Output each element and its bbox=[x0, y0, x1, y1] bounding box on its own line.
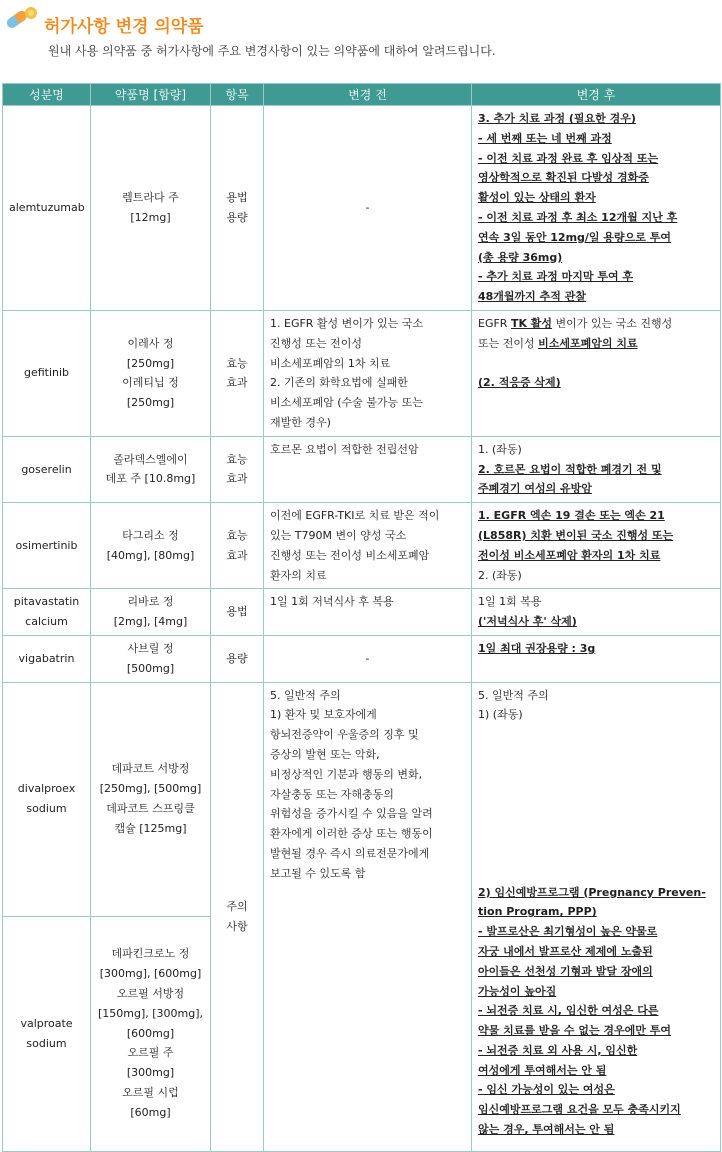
pill-icon bbox=[4, 4, 40, 34]
cell-line: 2) 임신예방프로그램 (Pregnancy Preven- bbox=[478, 885, 706, 899]
drug-name-cell bbox=[91, 310, 211, 436]
cell-line: 있는 T790M 변이 양성 국소 bbox=[270, 528, 407, 542]
cell-line: 이레사 정 bbox=[127, 336, 174, 350]
table-row bbox=[3, 436, 721, 502]
cell-line: 효능 bbox=[226, 356, 248, 370]
cell-line: 5. 일반적 주의 bbox=[478, 688, 549, 702]
drug-name-cell bbox=[91, 503, 211, 589]
cell-line: 발현될 경우 즉시 의료전문가에게 bbox=[270, 846, 430, 860]
cell-line: - 뇌전증 치료 시, 임신한 여성은 다른 bbox=[478, 1004, 659, 1018]
cell-line: 용법 bbox=[226, 191, 248, 205]
cell-line: 1일 1회 저녁식사 후 복용 bbox=[270, 595, 394, 609]
cell-line: [300mg] bbox=[126, 1066, 175, 1080]
cell-line: 렘트라다 주 bbox=[122, 191, 179, 205]
pregnancy-prevention-block bbox=[478, 883, 716, 1140]
cell-line: 효과 bbox=[226, 548, 248, 562]
cell-line: 1. EGFR 엑손 19 결손 또는 엑손 21 bbox=[478, 509, 665, 523]
cell-line: 1일 최대 권장용량 : 3g bbox=[478, 641, 596, 655]
before-cell bbox=[264, 503, 472, 589]
after-cell bbox=[472, 106, 721, 311]
cell-line: [300mg], [600mg] bbox=[99, 967, 202, 981]
cell-line: 3. 추가 치료 과정 (필요한 경우) bbox=[478, 112, 636, 125]
table-row bbox=[3, 106, 721, 311]
after-cell bbox=[472, 682, 721, 1151]
cell-line: 2. (좌동) bbox=[478, 568, 522, 582]
page-title: 허가사항 변경 의약품 bbox=[44, 17, 204, 37]
ingredient-cell bbox=[3, 503, 91, 589]
before-cell bbox=[264, 106, 472, 311]
cell-line: [2mg], [4mg] bbox=[113, 615, 188, 629]
cell-line: 48개월까지 추적 관찰 bbox=[478, 290, 586, 304]
cell-line: 리바로 정 bbox=[127, 595, 174, 609]
cell-line: [500mg] bbox=[126, 661, 175, 675]
cell-line: 데파코트 서방정 bbox=[111, 762, 190, 776]
cell-line: 데파코트 스프링클 bbox=[106, 802, 195, 816]
cell-line: 호르몬 요법이 적합한 전립선암 bbox=[270, 442, 419, 456]
after-cell bbox=[472, 635, 721, 682]
cell-line: 재발한 경우) bbox=[270, 415, 331, 429]
cell-line: - 이전 치료 과정 후 최소 12개월 지난 후 bbox=[478, 210, 678, 224]
cell-line: sodium bbox=[26, 1036, 67, 1050]
item-cell bbox=[211, 635, 264, 682]
cell-line: 증상의 발현 또는 악화, bbox=[270, 747, 380, 761]
ingredient-cell bbox=[3, 682, 91, 916]
page-header bbox=[0, 0, 722, 80]
cell-line: 주의 bbox=[226, 899, 248, 913]
ingredient-cell bbox=[3, 106, 91, 311]
cell-line: vigabatrin bbox=[18, 651, 75, 665]
cell-line: gefitinib bbox=[23, 366, 70, 380]
table-row bbox=[3, 589, 721, 636]
cell-line: 환자에게 이러한 증상 또는 행동이 bbox=[270, 827, 433, 841]
text-run: EGFR bbox=[478, 316, 511, 330]
cell-line: valproate bbox=[20, 1016, 73, 1030]
cell-line: alemtuzumab bbox=[9, 201, 85, 215]
cell-line: (L858R) 치환 변이된 국소 진행성 또는 bbox=[478, 528, 674, 542]
cell-line: 효과 bbox=[226, 376, 248, 390]
cell-line: 효과 bbox=[226, 472, 248, 486]
cell-line: 효능 bbox=[226, 452, 248, 466]
cell-line: - 추가 치료 과정 마지막 투여 후 bbox=[478, 270, 634, 284]
cell-line: [150mg], [300mg], bbox=[97, 1006, 204, 1020]
cell-line: 데파킨크로노 정 bbox=[111, 947, 190, 961]
cell-line: 비소세포폐암의 1차 치료 bbox=[270, 356, 391, 370]
cell-line: 오르필 서방정 bbox=[116, 987, 185, 1001]
text-run: 변이가 있는 국소 진행성 bbox=[552, 316, 673, 330]
cell-line: 캡슐 [125mg] bbox=[114, 821, 187, 835]
item-cell bbox=[211, 106, 264, 311]
cell-line: 이레티닙 정 bbox=[122, 376, 179, 390]
cell-line: 약물 치료를 받을 수 없는 경우에만 투여 bbox=[478, 1024, 671, 1038]
item-cell bbox=[211, 436, 264, 502]
table-row bbox=[3, 635, 721, 682]
cell-line: 5. 일반적 주의 bbox=[270, 688, 341, 702]
after-cell bbox=[472, 436, 721, 502]
cell-line: pitavastatin bbox=[13, 595, 80, 609]
cell-line: 오르필 주 bbox=[127, 1046, 174, 1060]
cell-line: 사항 bbox=[226, 919, 248, 933]
item-cell bbox=[211, 682, 264, 1151]
cell-line: 항뇌전증약이 우울증의 징후 및 bbox=[270, 728, 419, 742]
cell-line: 용량 bbox=[226, 651, 248, 665]
cell-line: divalproex bbox=[17, 782, 76, 796]
cell-line: 데포 주 [10.8mg] bbox=[105, 472, 196, 486]
cell-line: [40mg], [80mg] bbox=[106, 548, 195, 562]
cell-line: 효능 bbox=[226, 528, 248, 542]
item-cell bbox=[211, 589, 264, 636]
before-cell bbox=[264, 436, 472, 502]
drug-name-cell bbox=[91, 436, 211, 502]
cell-line: - 세 번째 또는 네 번째 과정 bbox=[478, 131, 612, 145]
cell-line: [600mg] bbox=[126, 1026, 175, 1040]
item-cell bbox=[211, 310, 264, 436]
cell-line: 주폐경기 여성의 유방암 bbox=[478, 482, 592, 496]
cell-line: 2. 기존의 화학요법에 실패한 bbox=[270, 376, 408, 390]
cell-line: 이전에 EGFR-TKI로 치료 받은 적이 bbox=[270, 509, 440, 523]
cell-line: 자살충동 또는 자해충동의 bbox=[270, 787, 394, 801]
item-cell bbox=[211, 503, 264, 589]
before-cell bbox=[264, 682, 472, 1151]
table-row bbox=[3, 503, 721, 589]
cell-line: 비소세포폐암 (수술 불가능 또는 bbox=[270, 396, 423, 410]
cell-line: - 이전 치료 과정 완료 후 임상적 또는 bbox=[478, 151, 659, 165]
cell-line: 용법 bbox=[226, 605, 248, 619]
col-before: 변경 전 bbox=[264, 84, 472, 106]
col-ingredient: 성분명 bbox=[3, 84, 91, 106]
cell-line: 1) 환자 및 보호자에게 bbox=[270, 708, 377, 722]
after-cell bbox=[472, 310, 721, 436]
col-item: 항목 bbox=[211, 84, 264, 106]
after-cell bbox=[472, 503, 721, 589]
ingredient-cell bbox=[3, 436, 91, 502]
drug-name-cell bbox=[91, 916, 211, 1151]
drug-name-cell bbox=[91, 682, 211, 916]
col-after: 변경 후 bbox=[472, 84, 721, 106]
cell-line: - 뇌전증 치료 외 사용 시, 임신한 bbox=[478, 1043, 638, 1057]
table-row bbox=[3, 682, 721, 916]
cell-line: - 임신 가능성이 있는 여성은 bbox=[478, 1083, 615, 1097]
cell-line: sodium bbox=[26, 802, 67, 816]
cell-line: 가능성이 높아짐 bbox=[478, 984, 557, 998]
cell-line: 임신예방프로그램 요건을 모두 충족시키지 bbox=[478, 1103, 681, 1117]
cell-line: [250mg] bbox=[126, 356, 175, 370]
cell-line: tion Program, PPP) bbox=[478, 905, 597, 919]
page-subtitle: 원내 사용 의약품 중 허가사항에 주요 변경사항이 있는 의약품에 대하여 알려드립니다. bbox=[48, 44, 496, 58]
cell-line: 진행성 또는 전이성 bbox=[270, 336, 363, 350]
cell-line: 보고될 수 있도록 함 bbox=[270, 866, 366, 880]
cell-line: 환자의 치료 bbox=[270, 568, 327, 582]
cell-line: osimertinib bbox=[15, 538, 78, 552]
cell-line: 1. (좌동) bbox=[478, 442, 522, 456]
cell-line: 위험성을 증가시킬 수 있음을 알려 bbox=[270, 807, 433, 821]
cell-line: 1) (좌동) bbox=[478, 708, 523, 722]
cell-line: [250mg] bbox=[126, 396, 175, 410]
cell-line: goserelin bbox=[21, 462, 72, 476]
cell-line: 활성이 있는 상태의 환자 bbox=[478, 191, 596, 205]
cell-line: 않는 경우, 투여해서는 안 됨 bbox=[478, 1123, 615, 1137]
cell-line: 용량 bbox=[226, 210, 248, 224]
cell-line: 비정상적인 기분과 행동의 변화, bbox=[270, 767, 423, 781]
cell-line: - bbox=[365, 651, 370, 665]
cell-line: - bbox=[365, 201, 370, 215]
drug-name-cell bbox=[91, 589, 211, 636]
before-cell bbox=[264, 635, 472, 682]
cell-line: 졸라덱스엘에이 bbox=[113, 452, 188, 466]
table-header-row bbox=[3, 84, 721, 106]
col-drug-name: 약품명 [함량] bbox=[91, 84, 211, 106]
ingredient-cell bbox=[3, 589, 91, 636]
after-cell bbox=[472, 589, 721, 636]
cell-line: 진행성 또는 전이성 비소세포폐암 bbox=[270, 548, 430, 562]
cell-line: 전이성 비소세포폐암 환자의 1차 치료 bbox=[478, 548, 661, 562]
ingredient-cell bbox=[3, 310, 91, 436]
cell-line: [60mg] bbox=[130, 1105, 171, 1119]
cell-line: 타그리소 정 bbox=[122, 528, 179, 542]
cell-line: 2. 호르몬 요법이 적합한 폐경기 전 및 bbox=[478, 462, 662, 476]
ingredient-cell bbox=[3, 916, 91, 1151]
cell-line bbox=[478, 354, 714, 374]
cell-line: [12mg] bbox=[130, 210, 171, 224]
drug-name-cell bbox=[91, 106, 211, 311]
cell-line: 사브릴 정 bbox=[127, 641, 174, 655]
cell-line: 아이들은 선천성 기형과 발달 장애의 bbox=[478, 964, 653, 978]
ingredient-cell bbox=[3, 635, 91, 682]
cell-line: calcium bbox=[25, 615, 68, 629]
cell-line: ('저녁식사 후' 삭제) bbox=[478, 615, 577, 629]
drug-change-table bbox=[2, 83, 721, 1152]
before-cell bbox=[264, 310, 472, 436]
cell-line: 자궁 내에서 발프로산 제제에 노출된 bbox=[478, 944, 653, 958]
before-cell bbox=[264, 589, 472, 636]
drug-name-cell bbox=[91, 635, 211, 682]
cell-line: 1. EGFR 활성 변이가 있는 국소 bbox=[270, 316, 424, 330]
cell-line: 오르필 시럽 bbox=[122, 1086, 179, 1099]
cell-line: [250mg], [500mg] bbox=[99, 782, 202, 796]
cell-line: - 발프로산은 최기형성이 높은 약물로 bbox=[478, 925, 658, 939]
cell-line: (총 용량 36mg) bbox=[478, 250, 563, 264]
text-run: TK 활성 bbox=[510, 316, 553, 330]
cell-line bbox=[478, 314, 714, 334]
cell-line bbox=[478, 334, 714, 354]
cell-line: (2. 적응증 삭제) bbox=[478, 376, 561, 390]
cell-line: 여성에게 투여해서는 안 됨 bbox=[478, 1063, 607, 1077]
text-run: 비소세포폐암의 치료 bbox=[538, 336, 638, 350]
cell-line: 연속 3일 동안 12mg/일 용량으로 투여 bbox=[478, 230, 671, 244]
cell-line: 1일 1회 복용 bbox=[478, 595, 542, 609]
table-row bbox=[3, 310, 721, 436]
text-run: 또는 전이성 bbox=[478, 336, 539, 350]
cell-line: 영상학적으로 확진된 다발성 경화증 bbox=[478, 171, 649, 185]
